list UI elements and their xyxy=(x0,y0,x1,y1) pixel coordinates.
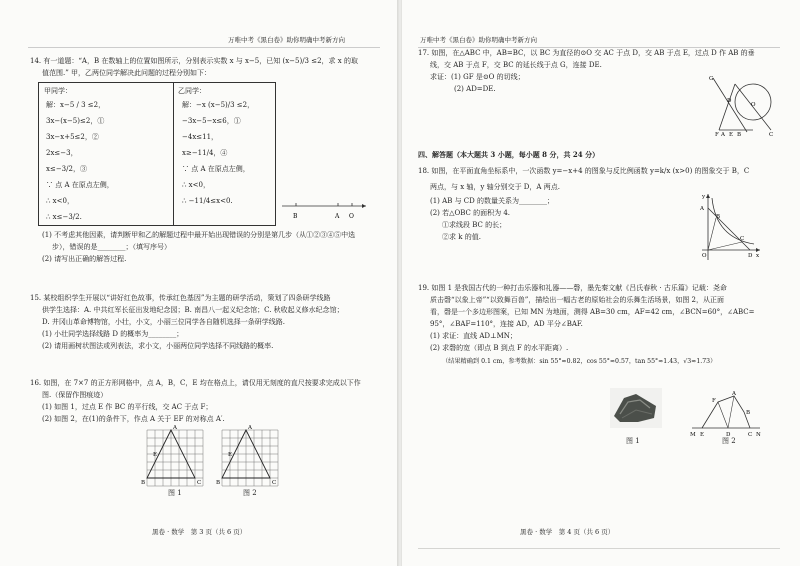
q16-fig1-caption: 图 1 xyxy=(168,489,182,497)
q19-part2: (2) 求磬的宽（即点 B 到点 F 的水平距离）. xyxy=(430,344,569,352)
q19-hint: （结果精确到 0.1 cm，参考数据：sin 55°≈0.82，cos 55°≈0.57，tan 55°≈1.43，√3≈1.73） xyxy=(442,358,717,365)
q18-label-c: C xyxy=(740,236,745,242)
jia-step-6: ∵ 点 A 在原点左侧， xyxy=(46,181,114,189)
number-line-label-o: O xyxy=(349,213,354,220)
q19-label-f: F xyxy=(712,398,716,404)
fig2-label-b: B xyxy=(216,480,221,486)
fig2-label-c: C xyxy=(272,480,277,486)
q19-line4: 95°，∠BAF=110°，连接 AD，AD 平分∠BAF. xyxy=(430,320,583,328)
jia-step-7: ∴ x<0， xyxy=(46,197,74,205)
left-header: 万唯中考《黑白卷》助你明确中考新方向 xyxy=(228,36,345,44)
number-line-label-a: A xyxy=(335,213,340,220)
q19-label-c: C xyxy=(748,432,753,438)
q16-grid-figure2 xyxy=(216,425,278,486)
q18-part2b: ②求 k 的值. xyxy=(442,233,481,241)
q17-label-o: O xyxy=(751,102,756,108)
q19-line3: 看，磬是一个多边形图案，已知 MN 为地面，测得 AB=30 cm，AF=42 cm，∠BCN=60°，∠ABC= xyxy=(430,308,755,316)
right-header: 万唯中考《黑白卷》助你明确中考新方向 xyxy=(420,36,537,44)
q19-label-m: M xyxy=(690,432,696,438)
q14-part1b: 步），错误的是________；（填写序号） xyxy=(52,243,171,251)
fig1-label-c: C xyxy=(197,480,202,486)
q17-label-d: D xyxy=(727,98,732,104)
q17-label-c: C xyxy=(769,132,774,138)
q17-line3: 求证：(1) GF 是⊙O 的切线； xyxy=(430,73,525,81)
q19-line1: 19. 如图 1 是我国古代的一种打击乐器和礼器——磬，墨先秦文献《吕氏春秋 · 古乐篇》记载：尧命 xyxy=(418,284,727,292)
q19-label-n: N xyxy=(756,432,761,438)
q15-part2: (2) 请用画树状图法或列表法，求小文，小丽两位同学选择不同线路的概率. xyxy=(42,342,274,350)
q16-fig2-caption: 图 2 xyxy=(243,489,257,497)
q14-box-divider xyxy=(173,83,174,225)
yi-step-4: x≥−11/4，④ xyxy=(182,149,228,157)
fig1-label-a: A xyxy=(173,425,177,431)
fig1-label-b: B xyxy=(141,480,146,486)
yi-step-6: ∴ x<0， xyxy=(182,181,210,189)
q16-grid-figure1 xyxy=(141,425,203,486)
q19-label-b: B xyxy=(746,410,751,416)
q19-label-a: A xyxy=(732,391,736,397)
q18-label-y: y xyxy=(702,194,706,200)
jia-step-2: 3x−(x−5)≤2，① xyxy=(46,117,105,125)
q17-label-g: G xyxy=(709,76,714,82)
yi-step-3: −4x≤11， xyxy=(182,133,219,141)
q17-label-b: B xyxy=(737,132,742,138)
number-line-label-b: B xyxy=(293,213,298,220)
q19-photo-frame xyxy=(610,388,662,428)
q15-part1: (1) 小壮同学选择线路 D 的概率为________； xyxy=(42,330,184,338)
yi-step-2: −3x−5−x≤6，① xyxy=(182,117,241,125)
q17-line2: 线，交 AB 于点 F，交 BC 的延长线于点 G，连接 DE. xyxy=(430,61,602,69)
q18-line1: 18. 如图，在平面直角坐标系中，一次函数 y=−x+4 的图象与反比例函数 y=k/x (x>0) 的图象交于 B，C xyxy=(418,167,750,175)
q14-line2: 值范围.” 甲，乙两位同学解决此问题的过程分别如下： xyxy=(42,69,212,77)
q15-line2: 供学生选择：A. 中共红军长征出发地纪念园；B. 南昌八一起义纪念馆；C. 秋收起义修水纪念馆； xyxy=(42,306,344,314)
q16-line1: 16. 如图，在 7×7 的正方形网格中，点 A，B，C，E 均在格点上，请仅用无刻度的直尺按要求完成以下作 xyxy=(30,379,361,387)
q18-function-graph xyxy=(698,192,762,262)
q19-label-e: E xyxy=(700,432,705,438)
q17-label-e: E xyxy=(729,132,734,138)
q19-fig2-caption: 图 2 xyxy=(722,437,736,445)
jia-title: 甲同学： xyxy=(44,87,72,95)
q14-part2: (2) 请写出正确的解答过程. xyxy=(42,255,127,263)
q18-label-d: D xyxy=(748,253,753,259)
q18-part1: (1) AB 与 CD 的数量关系为________； xyxy=(430,197,554,205)
section-four-title: 四、解答题（本大题共 3 小题，每小题 8 分，共 24 分） xyxy=(418,150,600,159)
q18-line2: 两点，与 x 轴，y 轴分别交于 D，A 两点. xyxy=(430,183,560,191)
q19-label-d: D xyxy=(726,432,731,438)
yi-step-5: ∵ 点 A 在原点左侧， xyxy=(182,165,250,173)
jia-step-8: ∴ x≤−3/2. xyxy=(46,213,82,221)
q14-line1: 14. 有一道题：“A，B 在数轴上的位置如图所示，分别表示实数 x 与 x−5，已知 (x−5)/3 ≤2，求 x 的取 xyxy=(30,57,358,65)
q18-label-o: O xyxy=(702,253,707,259)
q17-line4: (2) AD=DE. xyxy=(454,85,496,93)
q14-number-line xyxy=(282,194,368,224)
yi-title: 乙同学： xyxy=(178,87,206,95)
q18-label-a: A xyxy=(700,206,704,212)
q15-line3: D. 井冈山革命博物馆，小壮，小文，小丽三位同学各自随机选择一条研学线路. xyxy=(42,318,286,326)
q19-line2: 质击磬“以象上帝”“以致舞百兽”，描绘出一幅古老的原始社会的乐舞生活场景，如图 2，从正面 xyxy=(430,296,724,304)
q17-label-a: A xyxy=(721,132,725,138)
q19-polygon-figure xyxy=(690,392,762,438)
left-footer: 黑卷 · 数学 第 3 页（共 6 页） xyxy=(152,528,247,536)
q19-fig1-caption: 图 1 xyxy=(626,437,640,445)
jia-step-5: x≤−3/2，③ xyxy=(46,165,87,173)
fig1-label-e: E xyxy=(153,452,158,458)
q16-line2: 图.（保留作图痕迹） xyxy=(42,391,108,399)
jia-step-3: 3x−x+5≤2，② xyxy=(46,133,99,141)
q15-line1: 15. 某校组织学生开展以“讲好红色故事，传承红色基因”为主题的研学活动，策划了四条研学线路 xyxy=(30,294,331,302)
right-footer: 黑卷 · 数学 第 4 页（共 6 页） xyxy=(520,528,615,536)
jia-step-4: 2x≤−3， xyxy=(46,149,78,157)
q17-label-f: F xyxy=(715,132,719,138)
q18-part2a: ①求线段 BC 的长； xyxy=(442,221,507,229)
left-header-rule xyxy=(28,47,380,48)
q18-label-b: B xyxy=(716,214,721,220)
jia-step-1: 解：x−5 / 3 ≤2， xyxy=(46,101,106,109)
fig2-label-e: E xyxy=(228,452,233,458)
right-bottom-rule xyxy=(418,548,780,549)
q18-part2: (2) 若△OBC 的面积为 4. xyxy=(430,209,511,217)
q19-part1: (1) 求证：直线 AD⊥MN； xyxy=(430,332,517,340)
yi-step-7: ∴ −11/4≤x<0. xyxy=(182,197,233,205)
q14-part1: (1) 不考虑其他因素，请判断甲和乙的解题过程中最开始出现错误的分别是第几步（从①②③④⑤中选 xyxy=(42,231,356,239)
q16-part1: (1) 如图 1，过点 E 作 BC 的平行线，交 AC 于点 F； xyxy=(42,403,213,411)
q17-circle-figure xyxy=(707,72,777,136)
yi-step-1: 解：−x (x−5)/3 ≤2， xyxy=(182,101,255,109)
right-page xyxy=(402,0,800,566)
left-page xyxy=(0,0,398,566)
q18-label-x: x xyxy=(756,253,760,259)
chime-stone-image xyxy=(610,388,662,428)
q17-line1: 17. 如图，在△ABC 中，AB=BC，以 BC 为直径的⊙O 交 AC 于点 D，交 AB 于点 E，过点 D 作 AB 的垂 xyxy=(418,49,755,57)
fig2-label-a: A xyxy=(248,425,252,431)
q16-part2: (2) 如图 2，在(1)的条件下，作点 A 关于 EF 的对称点 A′. xyxy=(42,415,225,423)
